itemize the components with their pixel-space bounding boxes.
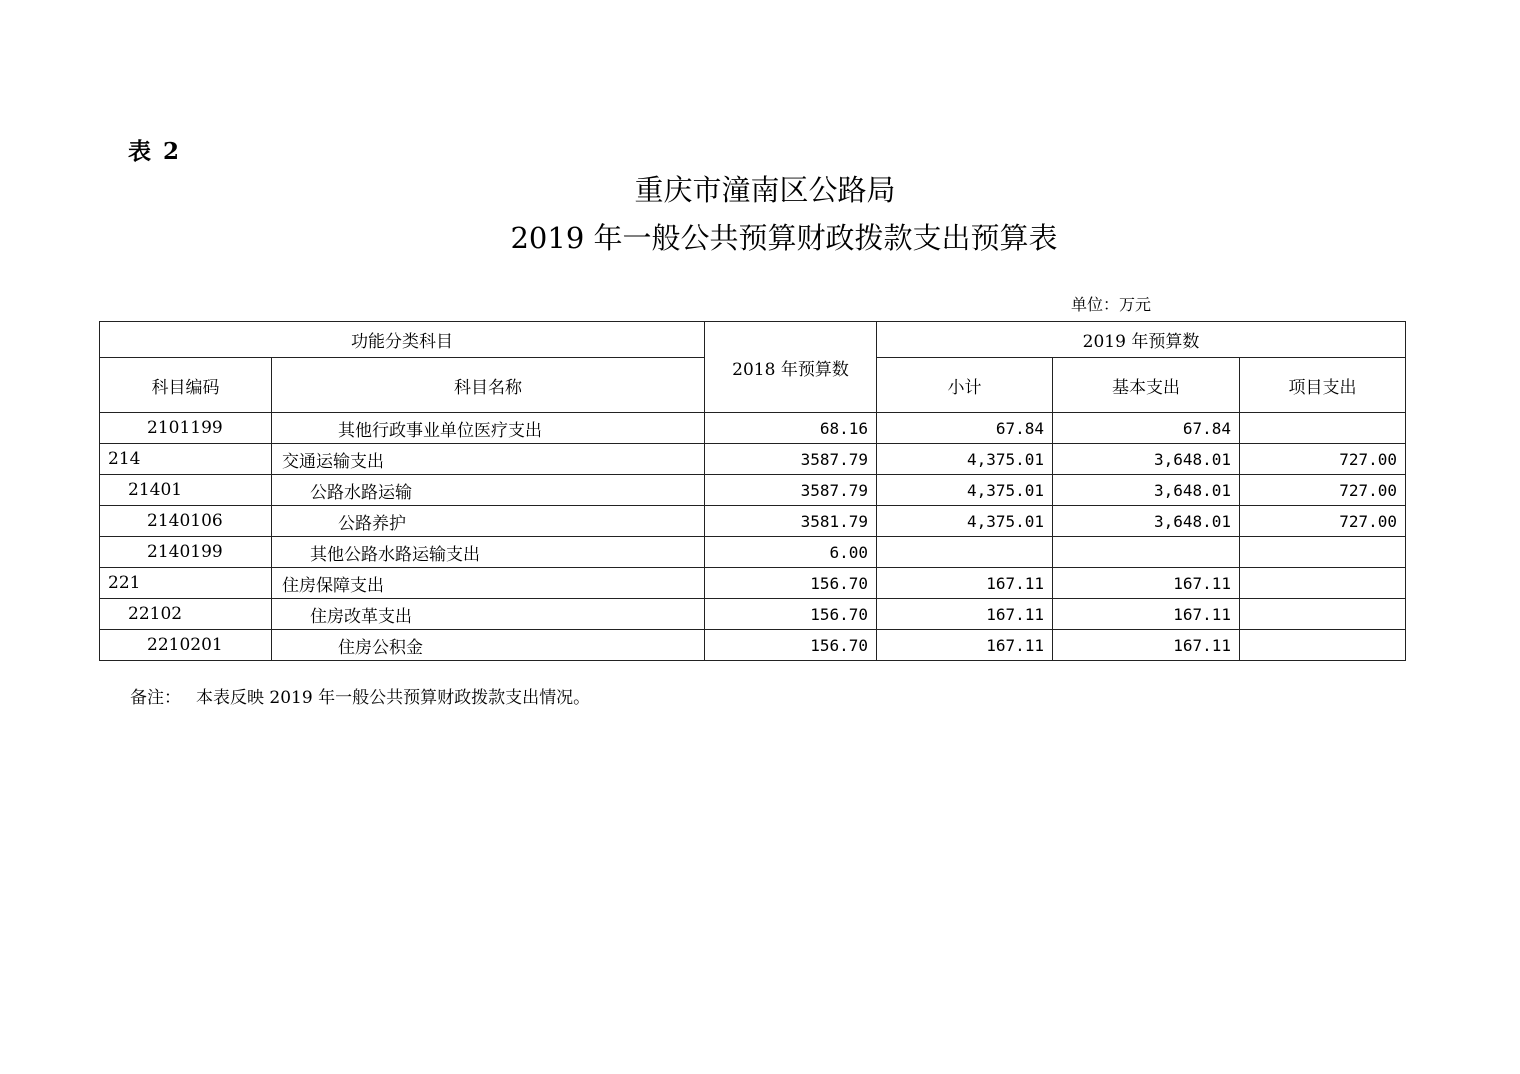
cell-code: 214 (100, 444, 272, 475)
cell-basic: 167.11 (1053, 630, 1240, 661)
budget-table (99, 321, 1406, 661)
table-row (100, 506, 1406, 537)
cell-code: 21401 (100, 475, 272, 506)
table-row (100, 444, 1406, 475)
header-budget-2018: 2018 年预算数 (705, 322, 877, 413)
cell-project (1240, 630, 1406, 661)
cell-project (1240, 599, 1406, 630)
header-project: 项目支出 (1240, 358, 1406, 413)
table-row (100, 537, 1406, 568)
cell-subtotal: 167.11 (877, 599, 1053, 630)
cell-basic: 3,648.01 (1053, 444, 1240, 475)
header-budget-2019: 2019 年预算数 (877, 322, 1406, 358)
cell-name: 公路水路运输 (272, 475, 705, 506)
cell-basic: 67.84 (1053, 413, 1240, 444)
cell-name: 公路养护 (272, 506, 705, 537)
cell-budget-2018: 156.70 (705, 568, 877, 599)
cell-basic: 3,648.01 (1053, 506, 1240, 537)
cell-subtotal: 167.11 (877, 630, 1053, 661)
table-row (100, 630, 1406, 661)
cell-basic: 167.11 (1053, 599, 1240, 630)
cell-budget-2018: 6.00 (705, 537, 877, 568)
cell-budget-2018: 3587.79 (705, 475, 877, 506)
footnote (130, 683, 590, 708)
cell-code: 2210201 (100, 630, 272, 661)
cell-subtotal: 4,375.01 (877, 444, 1053, 475)
cell-project: 727.00 (1240, 506, 1406, 537)
cell-name: 住房改革支出 (272, 599, 705, 630)
unit-label: 单位：万元 (1071, 295, 1152, 314)
footnote-label: 备注： (130, 688, 181, 708)
cell-project (1240, 568, 1406, 599)
cell-name: 住房公积金 (272, 630, 705, 661)
cell-subtotal: 67.84 (877, 413, 1053, 444)
cell-code: 2140106 (100, 506, 272, 537)
cell-subtotal: 167.11 (877, 568, 1053, 599)
cell-name: 其他行政事业单位医疗支出 (272, 413, 705, 444)
cell-subtotal (877, 537, 1053, 568)
footnote-text: 本表反映 2019 年一般公共预算财政拨款支出情况。 (196, 688, 591, 708)
cell-budget-2018: 3581.79 (705, 506, 877, 537)
cell-name: 其他公路水路运输支出 (272, 537, 705, 568)
cell-budget-2018: 156.70 (705, 630, 877, 661)
cell-project (1240, 413, 1406, 444)
table-body (100, 413, 1406, 661)
table-row (100, 568, 1406, 599)
cell-budget-2018: 156.70 (705, 599, 877, 630)
table-row (100, 599, 1406, 630)
header-code: 科目编码 (100, 358, 272, 413)
cell-project: 727.00 (1240, 444, 1406, 475)
page-title-line-2: 2019 年一般公共预算财政拨款支出预算表 (510, 221, 1058, 255)
cell-project (1240, 537, 1406, 568)
cell-subtotal: 4,375.01 (877, 475, 1053, 506)
cell-budget-2018: 3587.79 (705, 444, 877, 475)
header-basic: 基本支出 (1053, 358, 1240, 413)
cell-basic (1053, 537, 1240, 568)
cell-code: 2140199 (100, 537, 272, 568)
cell-project: 727.00 (1240, 475, 1406, 506)
cell-basic: 167.11 (1053, 568, 1240, 599)
cell-code: 22102 (100, 599, 272, 630)
header-functional-category: 功能分类科目 (100, 322, 705, 358)
table-number-label: 表 2 (128, 138, 182, 165)
cell-name: 交通运输支出 (272, 444, 705, 475)
header-name: 科目名称 (272, 358, 705, 413)
cell-subtotal: 4,375.01 (877, 506, 1053, 537)
table-row (100, 475, 1406, 506)
page-title-line-1: 重庆市潼南区公路局 (634, 173, 896, 207)
header-subtotal: 小计 (877, 358, 1053, 413)
cell-code: 221 (100, 568, 272, 599)
table-row (100, 413, 1406, 444)
cell-name: 住房保障支出 (272, 568, 705, 599)
cell-code: 2101199 (100, 413, 272, 444)
cell-budget-2018: 68.16 (705, 413, 877, 444)
cell-basic: 3,648.01 (1053, 475, 1240, 506)
